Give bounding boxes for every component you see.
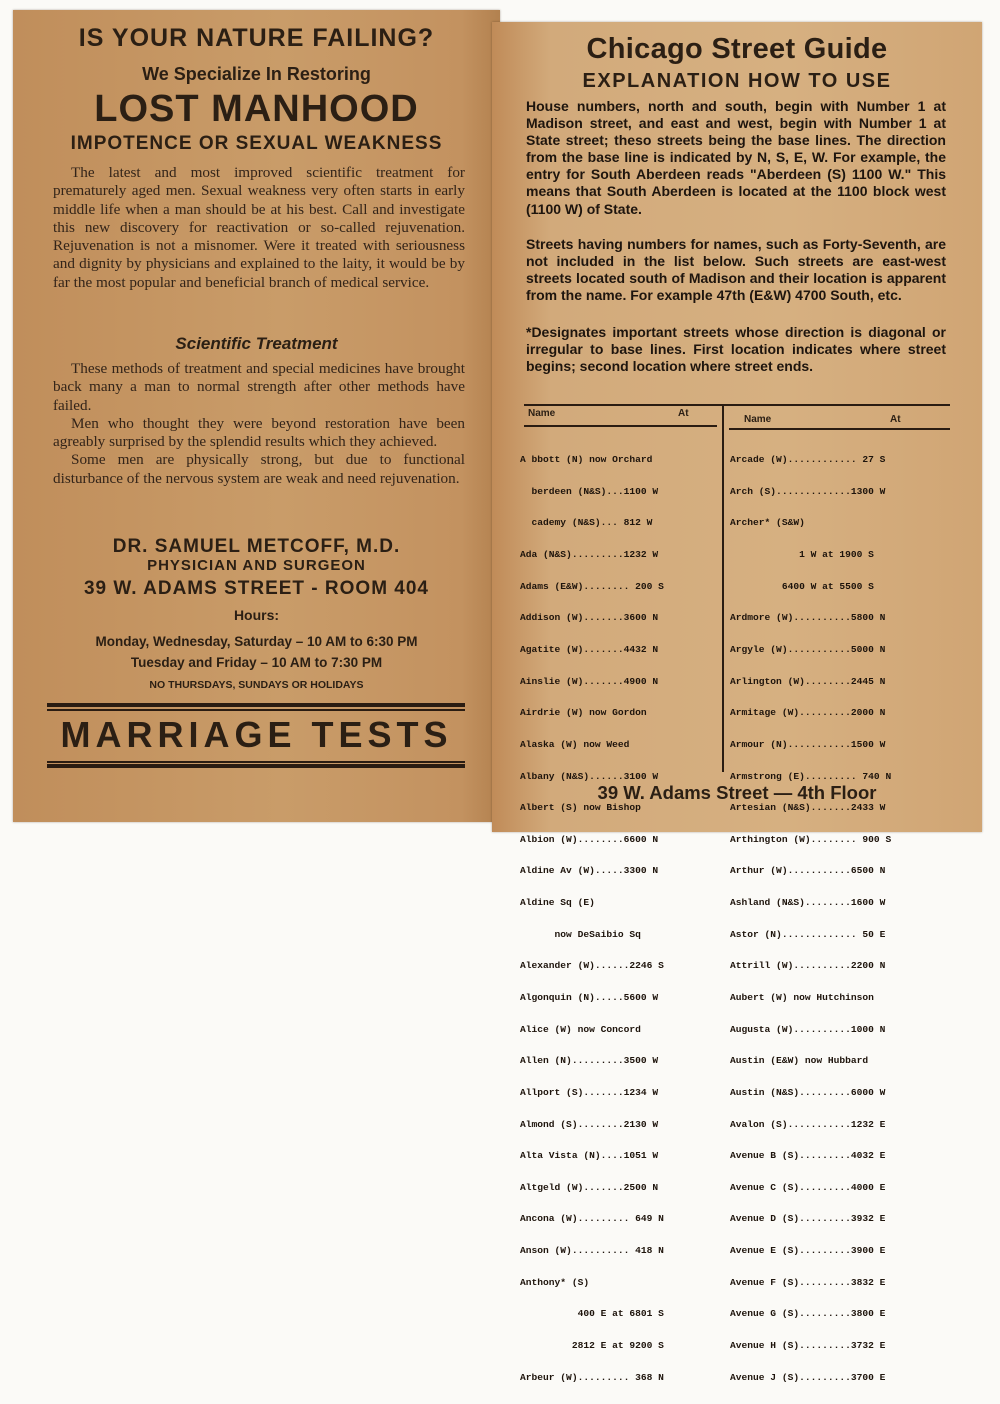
- list-item: Airdrie (W) now Gordon: [520, 707, 647, 719]
- list-item: Arbeur (W)......... 368 N: [520, 1371, 664, 1383]
- list-item: now DeSaibio Sq: [520, 928, 641, 940]
- list-item: Arthington (W)........ 900 S: [730, 833, 892, 845]
- list-item: Adams (E&W)........ 200 S: [520, 580, 664, 592]
- list-item: Avenue J (S).........3700 E: [730, 1371, 886, 1383]
- list-item: Avenue E (S).........3900 E: [730, 1245, 886, 1257]
- street-list-column-1: [520, 434, 664, 1404]
- list-item: Algonquin (N).....5600 W: [520, 991, 659, 1003]
- list-item: berdeen (N&S)...1100 W: [520, 485, 659, 497]
- col1-name-header: Name: [528, 408, 556, 419]
- col2-name-header: Name: [744, 414, 772, 425]
- left-page: [13, 10, 500, 822]
- list-item: Artesian (N&S).......2433 W: [730, 802, 886, 814]
- list-item: Albany (N&S)......3100 W: [520, 770, 659, 782]
- list-item: Alta Vista (N)....1051 W: [520, 1150, 659, 1162]
- list-item: Armour (N)...........1500 W: [730, 738, 886, 750]
- street-list-column-2: [730, 434, 891, 1404]
- doctor-name: DR. SAMUEL METCOFF, M.D.: [112, 536, 401, 557]
- list-item: Albion (W)........6600 N: [520, 833, 659, 845]
- list-item: Anthony* (S): [520, 1276, 590, 1288]
- list-item: Anson (W).......... 418 N: [520, 1245, 664, 1257]
- address: 39 W. ADAMS STREET - ROOM 404: [83, 578, 429, 599]
- list-item: Aubert (W) now Hutchinson: [730, 991, 874, 1003]
- list-item: 6400 W at 5500 S: [730, 580, 874, 592]
- list-item: Avalon (S)...........1232 E: [730, 1118, 886, 1130]
- right-page: [492, 22, 982, 1383]
- explanation-paragraph-3: *Designates important streets whose direction is diagonal or irregular to base lines. First location indicates where street begins; second location where street ends.: [526, 324, 946, 375]
- list-item: Arcade (W)............ 27 S: [730, 454, 886, 466]
- section-heading: Scientific Treatment: [175, 334, 338, 353]
- list-item: Aldine Av (W).....3300 N: [520, 865, 659, 877]
- explanation-paragraph-1: House numbers, north and south, begin with Number 1 at Madison street, and east and west, begin with Number 1 at State street; theso streets being the base lines. The direction from the base line is indicated by N, S, E, W. For example, the entry for South Aberdeen reads "Aberdeen (S) 1100 W." This means that South Aberdeen is located at the 1100 block west (1100 W) of State.: [526, 98, 946, 217]
- list-item: Ardmore (W)..........5800 N: [730, 612, 886, 624]
- list-item: Archer* (S&W): [730, 517, 805, 529]
- list-item: Argyle (W)...........5000 N: [730, 643, 886, 655]
- col2-header-rule: [729, 428, 950, 430]
- list-item: Avenue C (S).........4000 E: [730, 1181, 886, 1193]
- list-item: Arthur (W)...........6500 N: [730, 865, 886, 877]
- list-item: 1 W at 1900 S: [730, 549, 874, 561]
- hours-label: Hours:: [233, 607, 280, 623]
- list-item: Armstrong (E)......... 740 N: [730, 770, 892, 782]
- list-item: Altgeld (W).......2500 N: [520, 1181, 659, 1193]
- list-item: Augusta (W)..........1000 N: [730, 1023, 886, 1035]
- list-item: Astor (N)............. 50 E: [730, 928, 886, 940]
- intro-paragraph: The latest and most improved scientific treatment for prematurely aged men. Sexual weakness very often starts in early middle life when a man should be at his best. Call and investigate this new discovery for reactivation or so-called rejuvenation. Rejuvenation is not a misnomer. Were it treated with seriousness and dignity by physicians and explained to the laity, it would be by far the most popular and beneficial branch of medical service.: [53, 164, 465, 291]
- list-item: Avenue F (S).........3832 E: [730, 1276, 886, 1288]
- list-item: A bbott (N) now Orchard: [520, 454, 653, 466]
- list-item: Avenue B (S).........4032 E: [730, 1150, 886, 1162]
- list-top-rule: [524, 404, 950, 406]
- list-item: Alice (W) now Concord: [520, 1023, 641, 1035]
- list-item: 2812 E at 9200 S: [520, 1340, 664, 1352]
- banner-bottom-rule-thin: [47, 761, 465, 763]
- list-item: Ainslie (W).......4900 N: [520, 675, 659, 687]
- explanation-paragraph-2: Streets having numbers for names, such as Forty-Seventh, are not included in the list below. Such streets are east-west streets located south of Madison and their location is apparent from the name. For example 47th (E&W) 4700 South, etc.: [526, 236, 946, 304]
- list-item: Agatite (W).......4432 N: [520, 643, 659, 655]
- list-item: Arch (S).............1300 W: [730, 485, 886, 497]
- list-item: Avenue G (S).........3800 E: [730, 1308, 886, 1320]
- doctor-title: PHYSICIAN AND SURGEON: [147, 557, 366, 574]
- main-title: LOST MANHOOD: [94, 88, 419, 130]
- hours-line-2: Tuesday and Friday – 10 AM to 7:30 PM: [130, 655, 383, 670]
- list-item: Allen (N).........3500 W: [520, 1055, 659, 1067]
- banner-top-rule: [47, 703, 465, 707]
- subhead: We Specialize In Restoring: [142, 64, 371, 84]
- list-item: Ada (N&S).........1232 W: [520, 549, 659, 561]
- list-item: 400 E at 6801 S: [520, 1308, 664, 1320]
- list-item: Alaska (W) now Weed: [520, 738, 630, 750]
- headline: IS YOUR NATURE FAILING?: [78, 24, 435, 52]
- list-item: Avenue H (S).........3732 E: [730, 1340, 886, 1352]
- guide-subtitle: EXPLANATION HOW TO USE: [582, 70, 892, 92]
- list-item: Arlington (W)........2445 N: [730, 675, 886, 687]
- treatment-paragraphs: These methods of treatment and special medicines have brought back many a man to normal strength after other methods have failed. Men who thought they were beyond restoration have been agreably surprised by the splendid results which they achieved. Some men are physically strong, but due to functional disturbance of the nervous system are weak and need rejuvenation.: [53, 360, 465, 487]
- banner-bottom-rule: [47, 764, 465, 768]
- subtitle: IMPOTENCE OR SEXUAL WEAKNESS: [70, 133, 443, 154]
- col1-at-header: At: [678, 408, 689, 419]
- list-item: Austin (E&W) now Hubbard: [730, 1055, 869, 1067]
- list-item: cademy (N&S)... 812 W: [520, 517, 653, 529]
- guide-footer: 39 W. Adams Street — 4th Floor: [597, 782, 877, 803]
- list-item: Ashland (N&S)........1600 W: [730, 897, 886, 909]
- list-item: Ancona (W)......... 649 N: [520, 1213, 664, 1225]
- list-item: Aldine Sq (E): [520, 897, 595, 909]
- list-item: Alexander (W)......2246 S: [520, 960, 664, 972]
- guide-title: Chicago Street Guide: [586, 33, 888, 65]
- col2-at-header: At: [890, 414, 901, 425]
- list-item: Addison (W).......3600 N: [520, 612, 659, 624]
- list-item: Albert (S) now Bishop: [520, 802, 641, 814]
- marriage-tests-banner: MARRIAGE TESTS: [60, 714, 453, 755]
- list-item: Austin (N&S).........6000 W: [730, 1086, 886, 1098]
- list-item: Avenue D (S).........3932 E: [730, 1213, 886, 1225]
- column-divider: [722, 406, 724, 772]
- list-item: Attrill (W)..........2200 N: [730, 960, 886, 972]
- hours-note: NO THURSDAYS, SUNDAYS OR HOLIDAYS: [149, 679, 364, 691]
- list-item: Armitage (W).........2000 N: [730, 707, 886, 719]
- list-item: Almond (S)........2130 W: [520, 1118, 659, 1130]
- col1-header-rule: [524, 425, 717, 427]
- banner-top-rule-thin: [47, 709, 465, 711]
- hours-line-1: Monday, Wednesday, Saturday – 10 AM to 6:30 PM: [95, 634, 418, 649]
- list-item: Allport (S).......1234 W: [520, 1086, 659, 1098]
